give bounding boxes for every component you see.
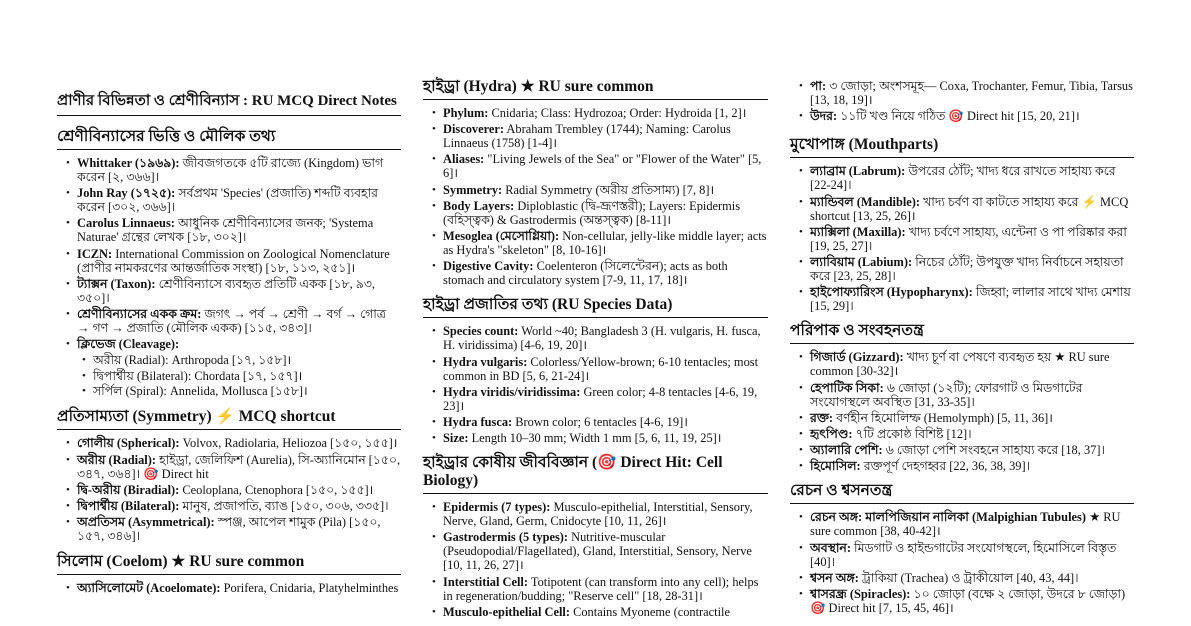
item-text: Length 10–30 mm; Width 1 mm [5, 6, 11, 19, 25]। xyxy=(468,431,722,446)
item-term: উদর: xyxy=(810,109,838,124)
section-list xyxy=(790,350,1134,473)
list-item xyxy=(432,355,768,383)
item-term: হৃৎপিণ্ড: xyxy=(810,426,853,441)
column-2 xyxy=(423,0,768,621)
item-text: Abraham Trembley (1744); Naming: Carolus Linnaeus (1758) [1-4]। xyxy=(443,122,731,151)
item-term: Hydra fusca: xyxy=(443,414,513,429)
item-term: Aliases: xyxy=(443,152,485,167)
list-item xyxy=(432,183,768,197)
list-item xyxy=(799,459,1134,473)
list-item xyxy=(432,106,768,120)
item-term: দ্বিপার্শ্বীয় (Bilateral): xyxy=(77,498,180,513)
item-text: "Living Jewels of the Sea" or "Flower of the Water" [5, 6]। xyxy=(443,152,762,181)
item-term: ল্যাব্রাম (Labrum): xyxy=(810,164,906,179)
list-item xyxy=(432,385,768,413)
item-term: অরীয় (Radial): xyxy=(77,452,156,467)
item-term: ICZN: xyxy=(77,246,113,261)
item-term: রক্ত: xyxy=(810,410,833,425)
item-term: Musculo-epithelial Cell: xyxy=(443,604,570,619)
section-list xyxy=(57,581,401,595)
section-heading: রেচন ও শ্বসনতন্ত্র xyxy=(790,482,1134,504)
item-text: ১১টি খণ্ড নিয়ে গঠিত 🎯 Direct hit [15, 20, 21]। xyxy=(837,109,1080,124)
column-1 xyxy=(57,0,401,597)
item-term: ল্যাবিয়াম (Labium): xyxy=(810,254,913,269)
list-item xyxy=(66,453,401,481)
list-item xyxy=(799,541,1134,569)
section-heading: মুখোপাঙ্গ (Mouthparts) xyxy=(790,136,1134,158)
item-text: Colorless/Yellow-brown; 6-10 tentacles; most common in BD [5, 6, 21-24]। xyxy=(443,354,759,383)
list-item xyxy=(432,259,768,287)
section-list xyxy=(423,106,768,287)
sub-list-item: • দ্বিপার্শ্বীয় (Bilateral): Chordata [১৭, ১৫৭]। xyxy=(82,369,401,383)
item-text: Volvox, Radiolaria, Heliozoa [১৫০, ১৫৫]। xyxy=(179,436,398,451)
page-title: প্রাণীর বিভিন্নতা ও শ্রেণীবিন্যাস : RU MCQ Direct Notes xyxy=(57,92,401,116)
item-term: শ্বসন অঙ্গ: xyxy=(810,570,859,585)
item-text: সর্বপ্রথম 'Species' (প্রজাতি) শব্দটি ব্যবহার করেন [৩০২, ৩৬৬]। xyxy=(77,186,378,215)
item-term: শ্রেণীবিন্যাসের একক ক্রম: xyxy=(77,306,202,321)
list-item xyxy=(432,324,768,352)
list-item xyxy=(66,499,401,513)
item-term: পা: xyxy=(810,79,827,93)
item-term: দ্বি-অরীয় (Biradial): xyxy=(77,482,180,497)
list-item xyxy=(66,186,401,214)
item-text: ৩ জোড়া; অংশসমূহ— Coxa, Trochanter, Femur, Tibia, Tarsus [13, 18, 19]। xyxy=(810,79,1133,107)
item-text: খাদ্য চূর্ণ বা পেষণে ব্যবহৃত হয় ★ RU sure common [30-32]। xyxy=(810,350,1110,379)
item-term: Hydra viridis/viridissima: xyxy=(443,384,581,399)
item-term: Digestive Cavity: xyxy=(443,259,534,274)
section-heading: শ্রেণীবিন্যাসের ভিত্তি ও মৌলিক তথ্য xyxy=(57,128,401,150)
item-text: Porifera, Cnidaria, Platyhelminthes xyxy=(220,581,399,596)
item-term: Size: xyxy=(443,431,469,446)
item-text: উপরের ঠোঁট; খাদ্য ধরে রাখতে সাহায্য করে [22-24]। xyxy=(810,164,1116,193)
item-term: ম্যাক্সিলা (Maxilla): xyxy=(810,224,906,239)
list-item xyxy=(66,247,401,275)
item-text: বর্ণহীন হিমোলিম্ফ (Hemolymph) [5, 11, 36]। xyxy=(832,410,1053,425)
section-list xyxy=(423,500,768,619)
list-item xyxy=(66,436,401,450)
item-term: শ্বাসরন্ধ্র (Spiracles): xyxy=(810,587,911,601)
item-text: Cnidaria; Class: Hydrozoa; Order: Hydroida [1, 2]। xyxy=(488,106,747,120)
section-list xyxy=(57,436,401,543)
item-text: মানুষ, প্রজাপতি, ব্যাঙ [১৫০, ৩০৬, ৩৩৫]। xyxy=(179,498,389,513)
sub-list-item: • অরীয় (Radial): Arthropoda [১৭, ১৫৮]। xyxy=(82,353,401,367)
item-term: Phylum: xyxy=(443,106,489,120)
item-term: Gastrodermis (5 types): xyxy=(443,530,569,545)
item-term: John Ray (১৭২৫): xyxy=(77,186,176,201)
item-text: খাদ্য চর্বণ বা কাটতে সাহায্য করে ⚡ MCQ shortcut [13, 25, 26]। xyxy=(810,194,1129,223)
column-3 xyxy=(790,0,1134,617)
item-term: ম্যান্ডিবল (Mandible): xyxy=(810,194,921,209)
item-text: শ্রেণীবিন্যাসে ব্যবহৃত প্রতিটি একক [১৮, ৯৩, ৩৫০]। xyxy=(77,276,375,305)
item-text: ৭টি প্রকোষ্ঠ বিশিষ্ট [12]। xyxy=(852,426,972,441)
list-item xyxy=(66,581,401,595)
section-heading: হাইড্রার কোষীয় জীববিজ্ঞান (🎯 Direct Hit: Cell Biology) xyxy=(423,454,768,494)
item-term: অবস্থান: xyxy=(810,540,851,555)
item-text: জীবজগতকে ৫টি রাজ্যে (Kingdom) ভাগ করেন [২, ৩৬৬]। xyxy=(77,156,384,184)
item-text: নিচের ঠোঁট; উপযুক্ত খাদ্য নির্বাচনে সহায়তা করে [23, 25, 28]। xyxy=(810,254,1124,283)
section-heading: সিলোম (Coelom) ★ RU sure common xyxy=(57,553,401,575)
item-text: ১০ জোড়া (বক্ষে ২ জোড়া, উদরে ৮ জোড়া) 🎯 Direct hit [7, 15, 45, 46]। xyxy=(810,587,1126,615)
item-text: ★ RU sure common [38, 40-42]। xyxy=(810,510,1121,539)
item-text: স্পঞ্জ, আপেল শামুক (Pila) [১৫০, ১৫৭, ৩৪৬]। xyxy=(77,515,381,544)
section-heading: পরিপাক ও সংবহনতন্ত্র xyxy=(790,322,1134,344)
item-text: Diploblastic (দ্বি-ভ্রূণস্তরী); Layers: Epidermis (বহিস্ত্বক) & Gastrodermis (অন্তস্ত্বক) [8-11]। xyxy=(443,198,741,227)
item-text: Green color; 4-8 tentacles [4-6, 19, 23]। xyxy=(443,384,758,413)
list-item xyxy=(432,199,768,227)
item-term: Discoverer: xyxy=(443,122,505,137)
list-item xyxy=(799,411,1134,425)
list-item xyxy=(799,225,1134,253)
list-item xyxy=(799,285,1134,313)
list-item xyxy=(799,79,1134,107)
list-item xyxy=(66,483,401,497)
item-term: ক্লিভেজ (Cleavage): xyxy=(77,337,180,352)
list-item xyxy=(799,587,1134,615)
item-term: Body Layers: xyxy=(443,198,515,213)
list-item xyxy=(432,431,768,445)
item-term: অ্যালারি পেশি: xyxy=(810,443,883,458)
item-text: Non-cellular, jelly-like middle layer; acts as Hydra's "skeleton" [8, 10-16]। xyxy=(443,228,767,257)
item-text: ট্রাকিয়া (Trachea) ও ট্রাকীয়োল [40, 43, 44]। xyxy=(858,570,1079,585)
item-text: হাইড্রা, জেলিফিশ (Aurelia), সি-অ্যানিমোন [১৫০, ৩৪৭, ৩৬৪]। 🎯 Direct hit xyxy=(77,452,401,481)
section-list xyxy=(790,164,1134,313)
list-item xyxy=(799,164,1134,192)
item-text: জিহ্বা; লালার সাথে খাদ্য মেশায় [15, 29]। xyxy=(810,285,1131,314)
list-item xyxy=(799,109,1134,123)
item-text: Contains Myoneme (contractile xyxy=(570,604,731,619)
section-list xyxy=(790,79,1134,123)
list-item xyxy=(432,415,768,429)
item-term: Species count: xyxy=(443,324,519,339)
item-term: গোলীয় (Spherical): xyxy=(77,436,180,451)
item-term: রেচন অঙ্গ: মালপিজিয়ান নালিকা (Malpighian Tubules) xyxy=(810,510,1086,525)
item-term: Hydra vulgaris: xyxy=(443,354,528,369)
list-item xyxy=(66,156,401,184)
list-item xyxy=(66,216,401,244)
list-item xyxy=(799,510,1134,538)
list-item xyxy=(799,350,1134,378)
item-text: ৬ জোড়া পেশি সংবহনে সাহায্য করে [18, 37]। xyxy=(882,443,1105,458)
sub-list xyxy=(77,353,401,398)
section-heading: প্রতিসাম্যতা (Symmetry) ⚡ MCQ shortcut xyxy=(57,408,401,430)
item-text: Coelenteron (সিলেন্টেরন); acts as both stomach and circulatory system [7-9, 11, 17, 18]। xyxy=(443,259,728,288)
list-item xyxy=(432,575,768,603)
item-term: গিজার্ড (Gizzard): xyxy=(810,350,904,365)
item-term: ট্যাক্সন (Taxon): xyxy=(77,276,156,291)
item-text: জগৎ → পর্ব → শ্রেণী → বর্গ → গোত্র → গণ → প্রজাতি (মৌলিক একক) [১১৫, ৩৪৩]। xyxy=(77,306,386,335)
item-text: রক্তপূর্ণ দেহগহ্বর [22, 36, 38, 39]। xyxy=(860,459,1031,474)
item-term: হাইপোফ্যারিংস (Hypopharynx): xyxy=(810,285,973,300)
item-term: অ্যাসিলোমেট (Acoelomate): xyxy=(77,581,221,596)
list-item xyxy=(432,122,768,150)
section-heading: হাইড্রা (Hydra) ★ RU sure common xyxy=(423,78,768,100)
section-list xyxy=(790,510,1134,615)
list-item xyxy=(432,229,768,257)
list-item xyxy=(66,307,401,335)
item-term: Carolus Linnaeus: xyxy=(77,216,175,231)
section-list xyxy=(57,156,401,398)
item-text: Brown color; 6 tentacles [4-6, 19]। xyxy=(512,414,688,429)
item-text: খাদ্য চর্বণে সাহায্য, এন্টেনা ও পা পরিষ্কার করা [19, 25, 27]। xyxy=(810,224,1127,253)
list-item xyxy=(799,381,1134,409)
list-item xyxy=(66,515,401,543)
section-heading: হাইড্রা প্রজাতির তথ্য (RU Species Data) xyxy=(423,296,768,318)
item-term: Mesoglea (মেসোগ্লিয়া): xyxy=(443,228,560,243)
list-item xyxy=(799,571,1134,585)
item-text: Totipotent (can transform into any cell); helps in regeneration/budding; "Reserve cell" [18, 28-31]। xyxy=(443,574,759,603)
item-term: হেপাটিক সিকা: xyxy=(810,380,884,395)
item-text: Radial Symmetry (অরীয় প্রতিসাম্য) [7, 8]। xyxy=(502,182,715,197)
list-item xyxy=(432,605,768,619)
item-text: Ceoloplana, Ctenophora [১৫০, ১৫৫]। xyxy=(179,482,374,497)
list-item xyxy=(799,443,1134,457)
item-text: Musculo-epithelial, Interstitial, Sensory, Nerve, Gland, Germ, Cnidocyte [10, 11, 26]। xyxy=(443,500,753,529)
item-term: Symmetry: xyxy=(443,182,503,197)
item-term: Interstitial Cell: xyxy=(443,574,528,589)
item-text: International Commission on Zoological Nomenclature (প্রাণীর নামকরণের আন্তর্জাতিক সংস্থা) [১৮, ১১৩, ২৫১]। xyxy=(77,246,390,275)
item-text: ৬ জোড়া (১২টি); ফোরগাট ও মিডগাটের সংযোগস্থলে অবস্থিত [31, 33-35]। xyxy=(810,380,1083,409)
list-item xyxy=(799,255,1134,283)
item-text: Nutritive-muscular (Pseudopodial/Flagellated), Gland, Interstitial, Sensory, Nerve [10, 11, 26, 27]। xyxy=(443,530,752,573)
item-term: Whittaker (১৯৬৯): xyxy=(77,156,180,170)
list-item xyxy=(432,500,768,528)
list-item xyxy=(432,152,768,180)
list-item xyxy=(799,427,1134,441)
item-text: মিডগাট ও হাইন্ডগাটের সংযোগস্থলে, হিমোসিলে বিস্তৃত [40]। xyxy=(810,540,1117,569)
item-term: হিমোসিল: xyxy=(810,459,861,474)
list-item xyxy=(66,277,401,305)
item-term: অপ্রতিসম (Asymmetrical): xyxy=(77,515,215,530)
section-list xyxy=(423,324,768,445)
list-item xyxy=(799,195,1134,223)
item-text: World ~40; Bangladesh 3 (H. vulgaris, H. fusca, H. viridissima) [4-6, 19, 20]। xyxy=(443,324,761,353)
sub-list-item: • সর্পিল (Spiral): Annelida, Mollusca [১৫৮]। xyxy=(82,384,401,398)
list-item xyxy=(432,530,768,572)
item-text: আধুনিক শ্রেণীবিন্যাসের জনক; 'Systema Naturae' গ্রন্থের লেখক [১৮, ৩০২]। xyxy=(77,216,374,245)
item-term: Epidermis (7 types): xyxy=(443,500,551,515)
list-item xyxy=(66,337,401,398)
